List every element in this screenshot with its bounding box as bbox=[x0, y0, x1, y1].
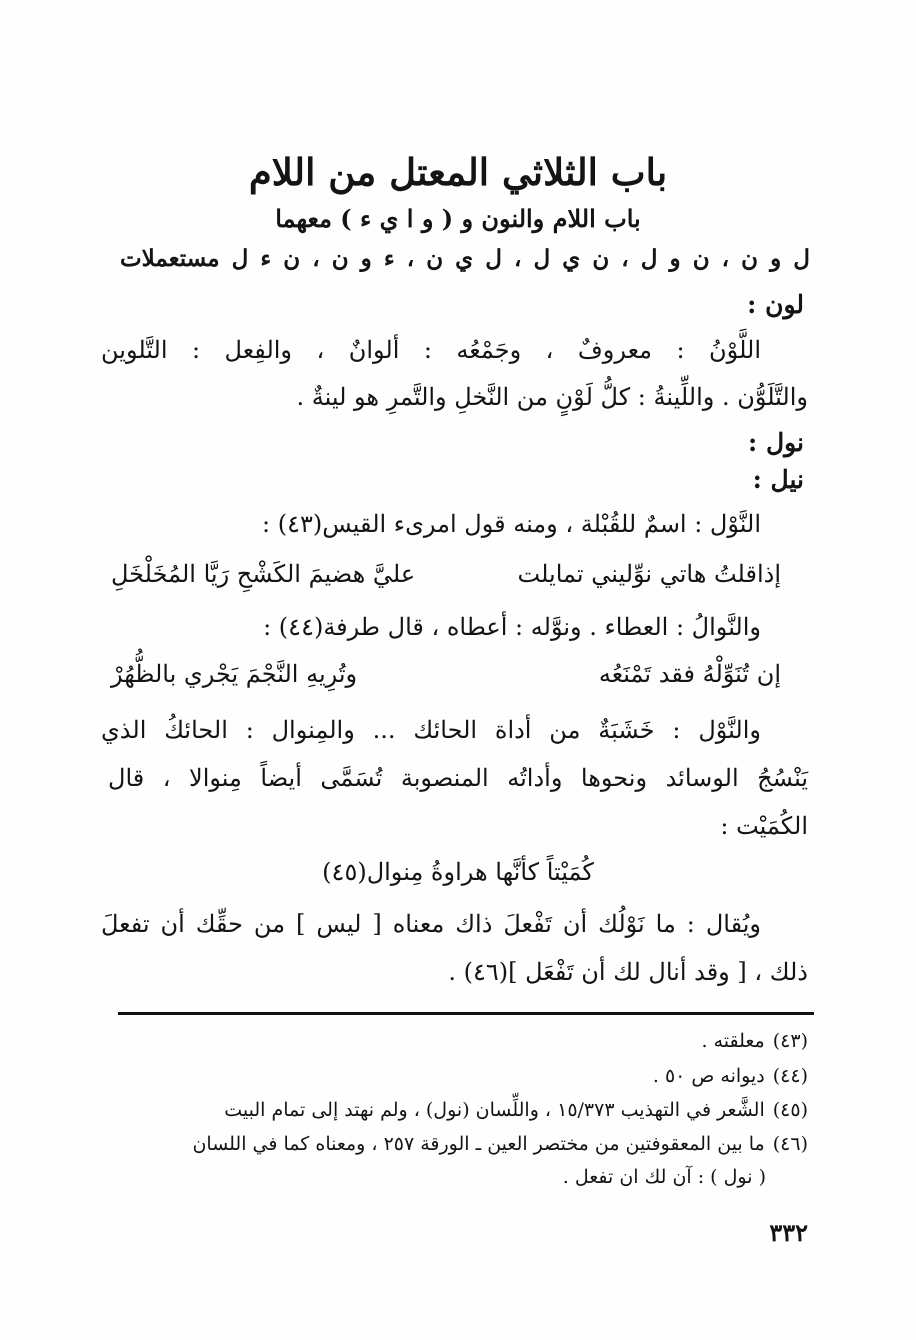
entry-heading-nwl: نول : bbox=[748, 428, 804, 457]
footnote-text: الشَّعر في التهذيب ١٥/٣٧٣ ، واللِّسان (نول) ، ولم نهتد إلى تمام البيت bbox=[224, 1099, 765, 1121]
footnote-text: ما بين المعقوفتين من مختصر العين ـ الورقة ٢٥٧ ، ومعناه كما في اللسان bbox=[192, 1133, 765, 1155]
verse-imru-alqays bbox=[111, 560, 781, 588]
nawal-line: والنَّوالُ : العطاء . ونوَّله : أعطاه ، قال طرفة(٤٤) : bbox=[263, 613, 761, 641]
footnote-45 bbox=[108, 1099, 808, 1121]
footnote-46 bbox=[108, 1133, 808, 1155]
last-para-line-2: ذلك ، [ وقد أنال لك أن تَفْعَل ](٤٦) . bbox=[448, 958, 808, 986]
footnote-number: (٤٦) bbox=[772, 1133, 808, 1155]
entry-heading-lwn: لون : bbox=[747, 290, 804, 319]
footnote-number: (٤٥) bbox=[772, 1099, 808, 1121]
minwal-line-3: الكُمَيْت : bbox=[720, 812, 808, 840]
lwn-line-2: والتَّلَوُّن . واللِّينةُ : كلُّ لَوْنٍ من النَّخلِ والتَّمرِ هو لينةٌ . bbox=[296, 383, 808, 411]
footnote-46-continuation: ( نول ) : آن لك ان تفعل . bbox=[562, 1166, 766, 1188]
footnote-divider bbox=[118, 1012, 814, 1015]
footnote-43 bbox=[108, 1030, 808, 1052]
section-subtitle: باب اللام والنون و ( و ا ي ء ) معهما bbox=[275, 204, 641, 233]
verse1-second-hemistich: عليَّ هضيمَ الكَشْحِ رَيَّا المُخَلْخَلِ bbox=[111, 560, 416, 588]
verse-tarafa bbox=[111, 660, 781, 688]
page-number: ٣٣٢ bbox=[769, 1218, 808, 1247]
last-para-line-1: ويُقال : ما نَوْلُك أن تَفْعلَ ذاك معناه [ ليس ] من حقِّك أن تفعلَ bbox=[101, 910, 761, 938]
entry-heading-nyl: نيل : bbox=[752, 465, 804, 494]
minwal-line-2: يَنْسُجُ الوسائد ونحوها وأداتُه المنصوبة تُسَمَّى أيضاً مِنوالا ، قال bbox=[108, 764, 808, 792]
lwn-line-1: اللَّوْنُ : معروفٌ ، وجَمْعُه : ألوانٌ ، والفِعل : التَّلوين bbox=[101, 336, 761, 364]
minwal-line-1: والنَّوْل : خَشَبَةٌ من أداة الحائك ... والمِنوال : الحائكُ الذي bbox=[101, 716, 761, 744]
verse1-first-hemistich: إذاقلتُ هاتي نوِّليني تمايلت bbox=[517, 560, 781, 588]
nawl-line: النَّوْل : اسمٌ للقُبْلة ، ومنه قول امرىء القيس(٤٣) : bbox=[261, 510, 761, 538]
footnote-text: ديوانه ص ٥٠ . bbox=[652, 1065, 765, 1087]
verse2-second-hemistich: وتُرِيهِ النَّجْمَ يَجْري بالظُّهُرْ bbox=[111, 660, 358, 688]
chapter-title: باب الثلاثي المعتل من اللام bbox=[248, 150, 668, 194]
roots-line: ل و ن ، ن و ل ، ن ي ل ، ل ي ن ، ء و ن ، ن ء ل مستعملات bbox=[120, 245, 810, 272]
footnote-number: (٤٣) bbox=[772, 1030, 808, 1052]
footnote-44 bbox=[108, 1065, 808, 1087]
verse2-first-hemistich: إن تُنَوِّلْهُ فقد تَمْنَعُه bbox=[598, 660, 781, 688]
verse-kumayt: كُمَيْتاً كأنَّها هراوةُ مِنوال(٤٥) bbox=[322, 858, 594, 886]
footnote-text: معلقته . bbox=[701, 1030, 765, 1052]
footnote-number: (٤٤) bbox=[772, 1065, 808, 1087]
